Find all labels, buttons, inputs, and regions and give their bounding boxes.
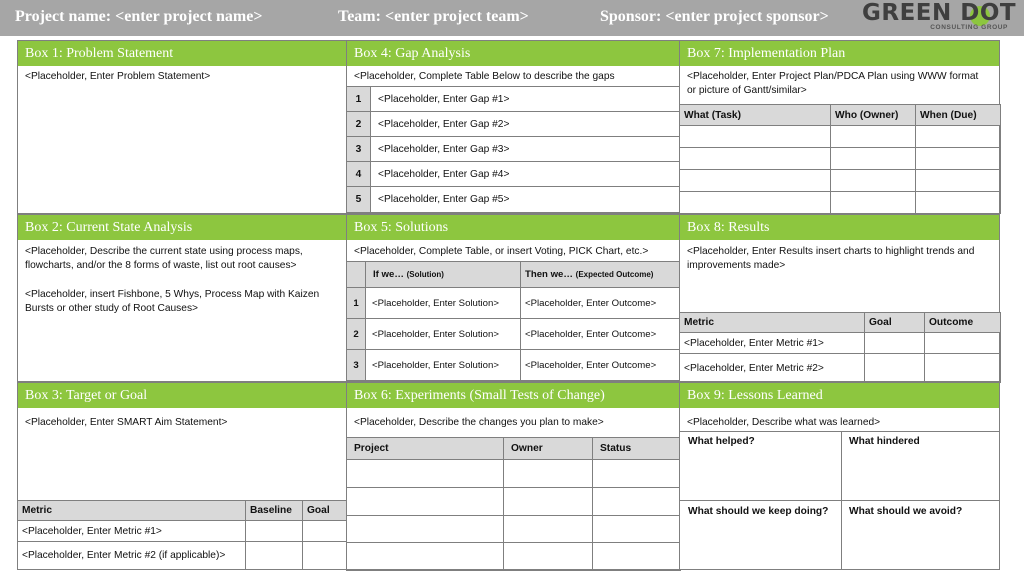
col-header-solution-main: If we…	[373, 269, 404, 280]
table-row	[347, 187, 681, 213]
goal-cell[interactable]	[865, 354, 925, 383]
header-spacer	[347, 262, 366, 288]
solutions-table	[346, 261, 681, 381]
col-header-outcome	[521, 262, 681, 288]
box5-placeholder[interactable]: <Placeholder, Complete Table, or insert Voting, PICK Chart, etc.>	[354, 246, 649, 257]
box9-placeholder[interactable]: <Placeholder, Describe what was learned>	[687, 417, 881, 428]
col-header-status: Status	[593, 438, 681, 460]
logo-subtitle: CONSULTING GROUP	[930, 24, 1008, 31]
col-header-baseline: Baseline	[246, 501, 303, 521]
gap-cell[interactable]: <Placeholder, Enter Gap #4>	[371, 162, 681, 187]
goal-cell[interactable]	[865, 333, 925, 354]
table-row	[347, 460, 681, 488]
col-header-outcome-sub: (Expected Outcome)	[575, 270, 654, 279]
due-cell[interactable]	[916, 148, 1001, 170]
col-header-goal: Goal	[303, 501, 348, 521]
table-header-row	[347, 438, 681, 460]
outcome-cell[interactable]	[925, 333, 1001, 354]
metric-cell[interactable]: <Placeholder, Enter Metric #1>	[680, 333, 865, 354]
solution-cell[interactable]: <Placeholder, Enter Solution>	[366, 319, 521, 350]
table-row	[347, 319, 681, 350]
box9-divider-top	[679, 431, 1000, 432]
project-cell[interactable]	[347, 460, 504, 488]
outcome-cell[interactable]: <Placeholder, Enter Outcome>	[521, 319, 681, 350]
box9-divider-middle	[679, 500, 1000, 501]
gap-cell[interactable]: <Placeholder, Enter Gap #2>	[371, 112, 681, 137]
implementation-table	[679, 104, 1001, 214]
box1-problem-statement	[17, 40, 347, 214]
target-metric-table	[17, 500, 348, 570]
table-row	[347, 350, 681, 381]
table-row	[18, 521, 348, 542]
box9-title: Box 9: Lessons Learned	[680, 383, 999, 408]
project-cell[interactable]	[347, 516, 504, 543]
gap-number: 2	[347, 112, 371, 137]
box1-placeholder[interactable]: <Placeholder, Enter Problem Statement>	[25, 71, 211, 82]
table-row	[680, 354, 1001, 383]
avoid-label[interactable]: What should we avoid?	[849, 506, 963, 517]
table-row	[680, 192, 1001, 214]
table-row	[680, 148, 1001, 170]
status-cell[interactable]	[593, 543, 681, 571]
table-row	[680, 170, 1001, 192]
team-field[interactable]: Team: <enter project team>	[338, 8, 529, 25]
due-cell[interactable]	[916, 192, 1001, 214]
col-header-due: When (Due)	[916, 105, 1001, 126]
box8-title: Box 8: Results	[680, 215, 999, 240]
box2-placeholder-2[interactable]: <Placeholder, insert Fishbone, 5 Whys, Process Map with Kaizen Bursts or other study of Root Causes>	[25, 289, 320, 314]
col-header-metric: Metric	[18, 501, 246, 521]
goal-cell[interactable]	[303, 521, 348, 542]
owner-cell[interactable]	[831, 170, 916, 192]
solution-cell[interactable]: <Placeholder, Enter Solution>	[366, 350, 521, 381]
project-cell[interactable]	[347, 488, 504, 516]
box4-title: Box 4: Gap Analysis	[347, 41, 679, 66]
baseline-cell[interactable]	[246, 542, 303, 570]
green-dot-logo	[860, 2, 1016, 34]
metric-cell[interactable]: <Placeholder, Enter Metric #2 (if applicable)>	[18, 542, 246, 570]
project-name-field[interactable]: Project name: <enter project name>	[15, 8, 263, 25]
task-cell[interactable]	[680, 148, 831, 170]
col-header-outcome-main: Then we…	[525, 269, 573, 280]
box1-title: Box 1: Problem Statement	[18, 41, 346, 66]
col-header-owner: Who (Owner)	[831, 105, 916, 126]
table-header-row	[18, 501, 348, 521]
gap-number: 1	[347, 87, 371, 112]
what-hindered-label[interactable]: What hindered	[849, 436, 920, 447]
col-header-task: What (Task)	[680, 105, 831, 126]
gap-number: 3	[347, 137, 371, 162]
table-header-row	[680, 105, 1001, 126]
metric-cell[interactable]: <Placeholder, Enter Metric #1>	[18, 521, 246, 542]
table-row	[347, 488, 681, 516]
table-header-row	[680, 313, 1001, 333]
task-cell[interactable]	[680, 192, 831, 214]
metric-cell[interactable]: <Placeholder, Enter Metric #2>	[680, 354, 865, 383]
col-header-solution	[366, 262, 521, 288]
gap-cell[interactable]: <Placeholder, Enter Gap #5>	[371, 187, 681, 213]
col-header-goal: Goal	[865, 313, 925, 333]
outcome-cell[interactable]: <Placeholder, Enter Outcome>	[521, 350, 681, 381]
solution-cell[interactable]: <Placeholder, Enter Solution>	[366, 288, 521, 319]
table-header-row	[347, 262, 681, 288]
box5-title: Box 5: Solutions	[347, 215, 679, 240]
table-row	[347, 516, 681, 543]
owner-cell[interactable]	[504, 488, 593, 516]
owner-cell[interactable]	[831, 126, 916, 148]
goal-cell[interactable]	[303, 542, 348, 570]
gap-table	[346, 86, 681, 213]
col-header-owner: Owner	[504, 438, 593, 460]
table-row	[347, 87, 681, 112]
col-header-outcome: Outcome	[925, 313, 1001, 333]
outcome-cell[interactable]	[925, 354, 1001, 383]
solution-number: 2	[347, 319, 366, 350]
due-cell[interactable]	[916, 170, 1001, 192]
table-row	[680, 126, 1001, 148]
table-row	[347, 112, 681, 137]
results-table	[679, 312, 1001, 383]
box7-title: Box 7: Implementation Plan	[680, 41, 999, 66]
due-cell[interactable]	[916, 126, 1001, 148]
logo-wordmark: GREEN DOT	[862, 0, 1017, 26]
owner-cell[interactable]	[831, 148, 916, 170]
box2-placeholder-1[interactable]: <Placeholder, Describe the current state using process maps, flowcharts, and/or the 8 forms of waste, list out root causes>	[25, 246, 303, 271]
outcome-cell[interactable]: <Placeholder, Enter Outcome>	[521, 288, 681, 319]
table-row	[347, 288, 681, 319]
box3-title: Box 3: Target or Goal	[18, 383, 346, 408]
table-row	[680, 333, 1001, 354]
box3-placeholder[interactable]: <Placeholder, Enter SMART Aim Statement>	[25, 417, 228, 428]
col-header-project: Project	[347, 438, 504, 460]
table-row	[347, 137, 681, 162]
solution-number: 3	[347, 350, 366, 381]
table-row	[347, 543, 681, 571]
box9-lessons-learned	[679, 382, 1000, 570]
what-helped-label[interactable]: What helped?	[688, 436, 755, 447]
gap-cell[interactable]: <Placeholder, Enter Gap #3>	[371, 137, 681, 162]
task-cell[interactable]	[680, 170, 831, 192]
table-row	[347, 162, 681, 187]
box7-placeholder[interactable]: <Placeholder, Enter Project Plan/PDCA Plan using WWW format or picture of Gantt/similar>	[687, 71, 979, 96]
col-header-metric: Metric	[680, 313, 865, 333]
box6-title: Box 6: Experiments (Small Tests of Change)	[347, 383, 679, 408]
owner-cell[interactable]	[504, 460, 593, 488]
solution-number: 1	[347, 288, 366, 319]
baseline-cell[interactable]	[246, 521, 303, 542]
owner-cell[interactable]	[831, 192, 916, 214]
experiments-table	[346, 437, 681, 571]
col-header-solution-sub: (Solution)	[406, 270, 444, 279]
gap-number: 5	[347, 187, 371, 213]
header-bar	[0, 0, 1024, 36]
owner-cell[interactable]	[504, 516, 593, 543]
task-cell[interactable]	[680, 126, 831, 148]
status-cell[interactable]	[593, 460, 681, 488]
gap-cell[interactable]: <Placeholder, Enter Gap #1>	[371, 87, 681, 112]
project-cell[interactable]	[347, 543, 504, 571]
status-cell[interactable]	[593, 516, 681, 543]
box4-placeholder[interactable]: <Placeholder, Complete Table Below to describe the gaps	[354, 71, 615, 82]
keep-doing-label[interactable]: What should we keep doing?	[688, 506, 829, 517]
owner-cell[interactable]	[504, 543, 593, 571]
box8-placeholder[interactable]: <Placeholder, Enter Results insert charts to highlight trends and improvements made>	[687, 246, 975, 271]
table-row	[18, 542, 348, 570]
box6-placeholder[interactable]: <Placeholder, Describe the changes you plan to make>	[354, 417, 604, 428]
box2-current-state	[17, 214, 347, 382]
box2-title: Box 2: Current State Analysis	[18, 215, 346, 240]
sponsor-field[interactable]: Sponsor: <enter project sponsor>	[600, 8, 829, 25]
status-cell[interactable]	[593, 488, 681, 516]
gap-number: 4	[347, 162, 371, 187]
